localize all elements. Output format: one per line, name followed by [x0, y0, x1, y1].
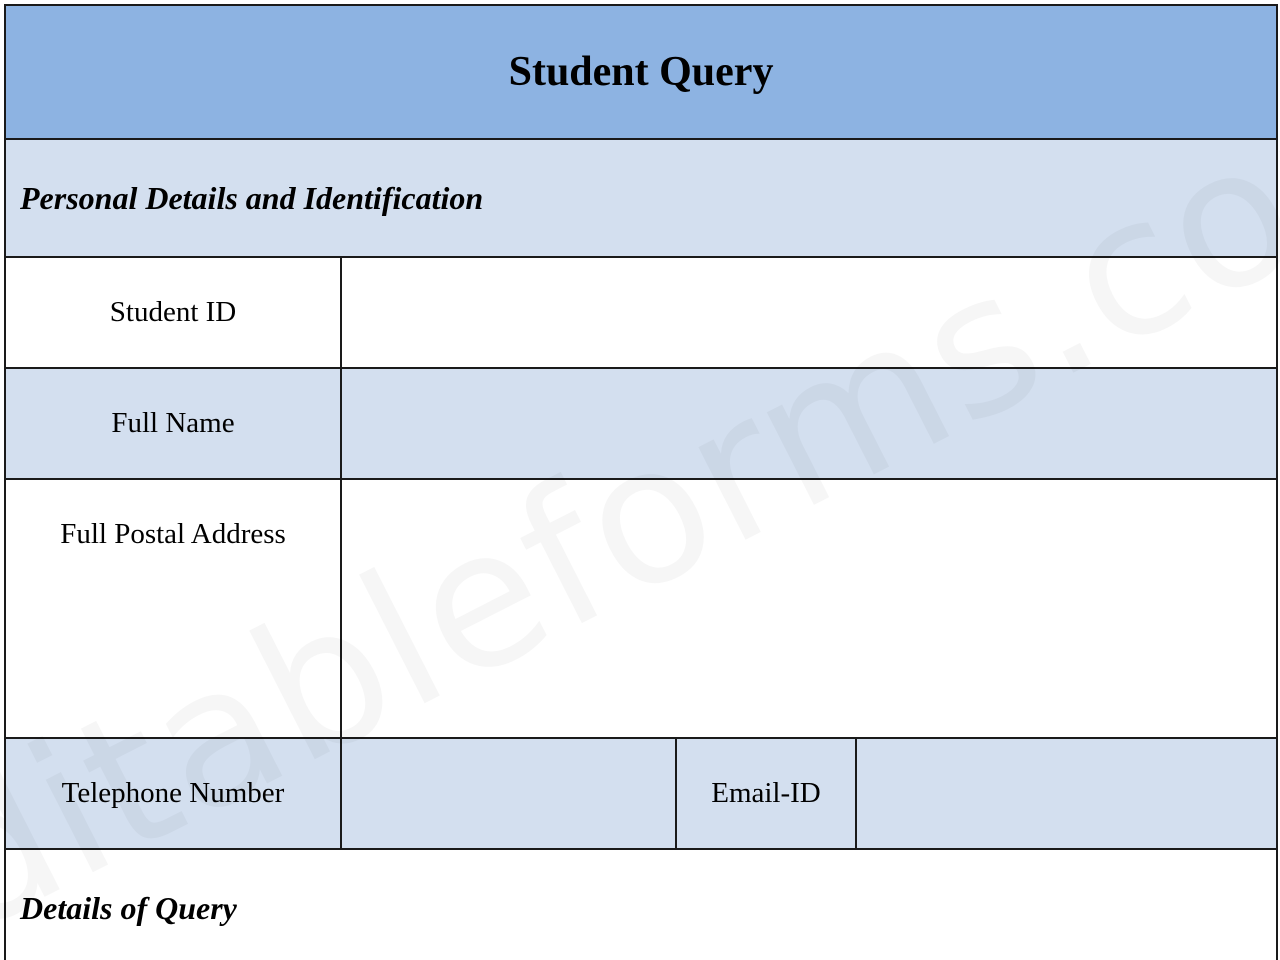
- student-id-field[interactable]: [341, 257, 1277, 368]
- telephone-label: Telephone Number: [5, 738, 341, 849]
- section-query-row: [5, 849, 1277, 960]
- title-row: [5, 5, 1277, 139]
- contact-row: [5, 738, 1277, 849]
- email-label: Email-ID: [676, 738, 856, 849]
- student-query-form: [4, 4, 1278, 960]
- student-id-label: Student ID: [5, 257, 341, 368]
- section-personal-row: [5, 139, 1277, 257]
- full-name-label: Full Name: [5, 368, 341, 479]
- postal-address-label: Full Postal Address: [5, 479, 341, 738]
- student-id-row: [5, 257, 1277, 368]
- form-title: Student Query: [5, 5, 1277, 139]
- telephone-field[interactable]: [341, 738, 676, 849]
- email-field[interactable]: [856, 738, 1277, 849]
- full-name-field[interactable]: [341, 368, 1277, 479]
- postal-address-field[interactable]: [341, 479, 1277, 738]
- postal-address-row: [5, 479, 1277, 738]
- section-heading-query: Details of Query: [5, 849, 1277, 960]
- full-name-row: [5, 368, 1277, 479]
- section-heading-personal: Personal Details and Identification: [5, 139, 1277, 257]
